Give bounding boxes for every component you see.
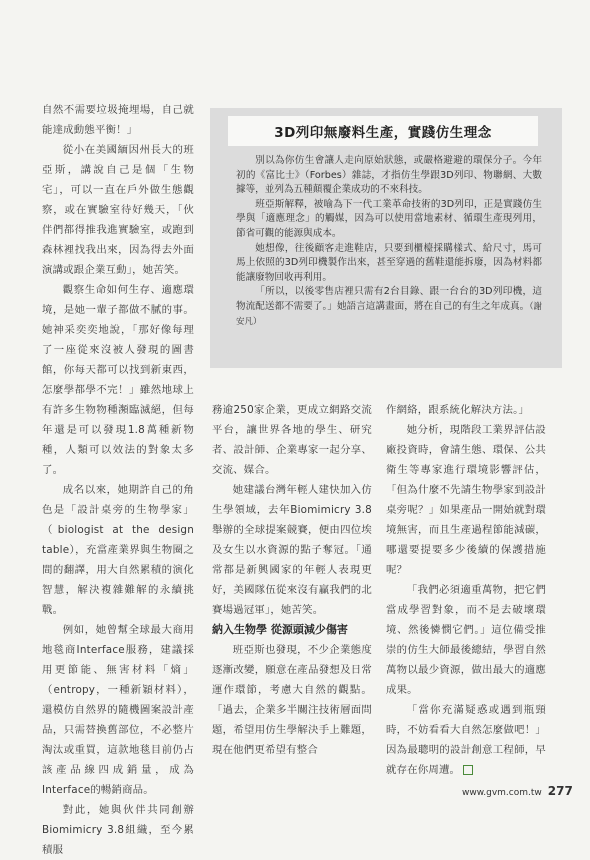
right-column — [386, 400, 546, 780]
page-number: 277 — [547, 784, 573, 798]
end-mark-icon — [463, 765, 473, 775]
footer-url: www.gvm.com.tw — [462, 788, 542, 798]
page-footer — [462, 784, 573, 798]
right-paragraph-2: 她分析，現階段工業界評估設廠投資時，會請生態、環保、公共衛生等專家進行環境影響評估，「但為什麼不先請生物學家到設計桌旁呢？」如果產品一開始就對環境無害，而且生產過程節能減碳，哪還要提要多少後續的保護措施呢？ — [386, 424, 546, 576]
sidebar-paragraph-1: 別以為你仿生會讓人走向原始狀態，或嚴格避避的環保分子。今年初的《富比士》（Forbes）雜誌，才指仿生學跟3D列印、物聯網、大數據等，並列為五種顛覆企業成功的不來科技。 — [236, 155, 542, 196]
sidebar-paragraph-4-text: 「所以，以後零售店裡只需有2台目錄、跟一台台的3D列印機，這物流配送都不需要了。」她語言這講畫面，將在自己的有生之年成真。 — [236, 286, 542, 312]
middle-paragraph-2: 她建議台灣年輕人建快加入仿生學領域，去年Biomimicry 3.8舉辦的全球提案競賽，便由四位埃及女生以水資源的點子奪冠。「通常都是新興國家的年輕人表現更好，美國隊伍從來沒有贏我們的北賽場過冠軍」，她苦笑。 — [212, 484, 372, 616]
left-paragraph-4: 成名以來，她期許自己的角色是「設計桌旁的生物學家」（biologist at the design table），充當產業界與生物圈之間的翻譯，用大自然累積的演化智慧，解決複雜難解的永續挑戰。 — [42, 484, 194, 616]
sidebar-paragraph-4 — [236, 285, 542, 329]
right-paragraph-4-text: 「當你充滿疑惑或遇到瓶頸時，不妨看看大自然怎麼做吧！」因為最聰明的設計創意工程師，早就存在你周遭。 — [386, 704, 546, 776]
sidebar-box — [210, 108, 562, 368]
middle-column — [212, 400, 372, 760]
sidebar-title: 3D列印無廢料生產，實踐仿生理念 — [274, 125, 492, 141]
left-paragraph-2: 從小在美國緬因州長大的班亞斯，講說自己是個「生物宅」，可以一直在戶外做生態觀察，或在實驗室待好幾天，「伙伴們都得推我進實驗室，或跑到森林裡找我出來，因為得去外面演講或跟企業互動」，她苦笑。 — [42, 144, 194, 276]
right-paragraph-4 — [386, 700, 546, 780]
sidebar-paragraph-2: 班亞斯解釋，被喻為下一代工業革命技術的3D列印，正是實踐仿生學與「適應理念」的觸媒，因為可以使用當地素材、循環生產現列用，節省可觀的能源與成本。 — [236, 198, 542, 239]
sidebar-credit: （謝安凡） — [236, 301, 542, 327]
middle-paragraph-3: 班亞斯也發現，不少企業態度逐漸改變，願意在產品發想及日常運作環節，考慮大自然的觀點。「過去，企業多半關注技術層面問題，希望用仿生學解決手上難題，現在他們更希望有整合 — [212, 644, 372, 756]
right-paragraph-3: 「我們必須適重萬物，把它們當成學習對象，而不是去破壞環境、然後憐憫它們。」這位備受推崇的仿生大師最後總結，學習自然萬物以最少資源，做出最大的適應成果。 — [386, 584, 546, 696]
left-paragraph-6: 對此，她與伙伴共同創辦Biomimicry 3.8組織，至今累積服 — [42, 804, 194, 856]
sidebar-paragraph-3: 她想像，往後顧客走進鞋店，只要到櫃檯採購樣式、給尺寸，馬可馬上依照的3D列印機製作出來，甚至穿過的舊鞋還能拆廢，因為材料都能讓廢物回收再利用。 — [236, 242, 542, 283]
left-column — [42, 100, 194, 860]
left-paragraph-1: 自然不需要垃圾掩埋場，自己就能達成動態平衡！」 — [42, 104, 194, 136]
section-heading: 納入生物學 從源頭減少傷害 — [212, 623, 348, 636]
middle-paragraph-1: 務逾250家企業，更成立網路交流平台，讓世界各地的學生、研究者、設計師、企業專家一起分享、交流、媒合。 — [212, 404, 372, 476]
right-paragraph-1: 作網絡，跟系統化解決方法。」 — [386, 404, 530, 416]
sidebar-body — [236, 154, 542, 329]
left-paragraph-5: 例如，她曾幫全球最大商用地毯商Interface服務，建議採用更節能、無害材料「熵」（entropy，一種新穎材料），還模仿自然界的隨機圖案設計產品，只需替換舊部位，不必整片淘汰或重買，這款地毯目前仍占該產品線四成銷量，成為Interface的暢銷商品。 — [42, 624, 194, 796]
sidebar-title-bar — [228, 116, 538, 146]
left-paragraph-3: 觀察生命如何生存、適應環境，是她一輩子都做不膩的事。她神采奕奕地說，「那好像每理了一座從來沒被人發現的圖書館，你每天都可以找到新東西，怎麼學都學不完！」雖然地球上有許多生物物種瀕臨滅絕，但每年還是可以發現1.8萬種新物種，人類可以效法的對象太多了。 — [42, 284, 194, 476]
